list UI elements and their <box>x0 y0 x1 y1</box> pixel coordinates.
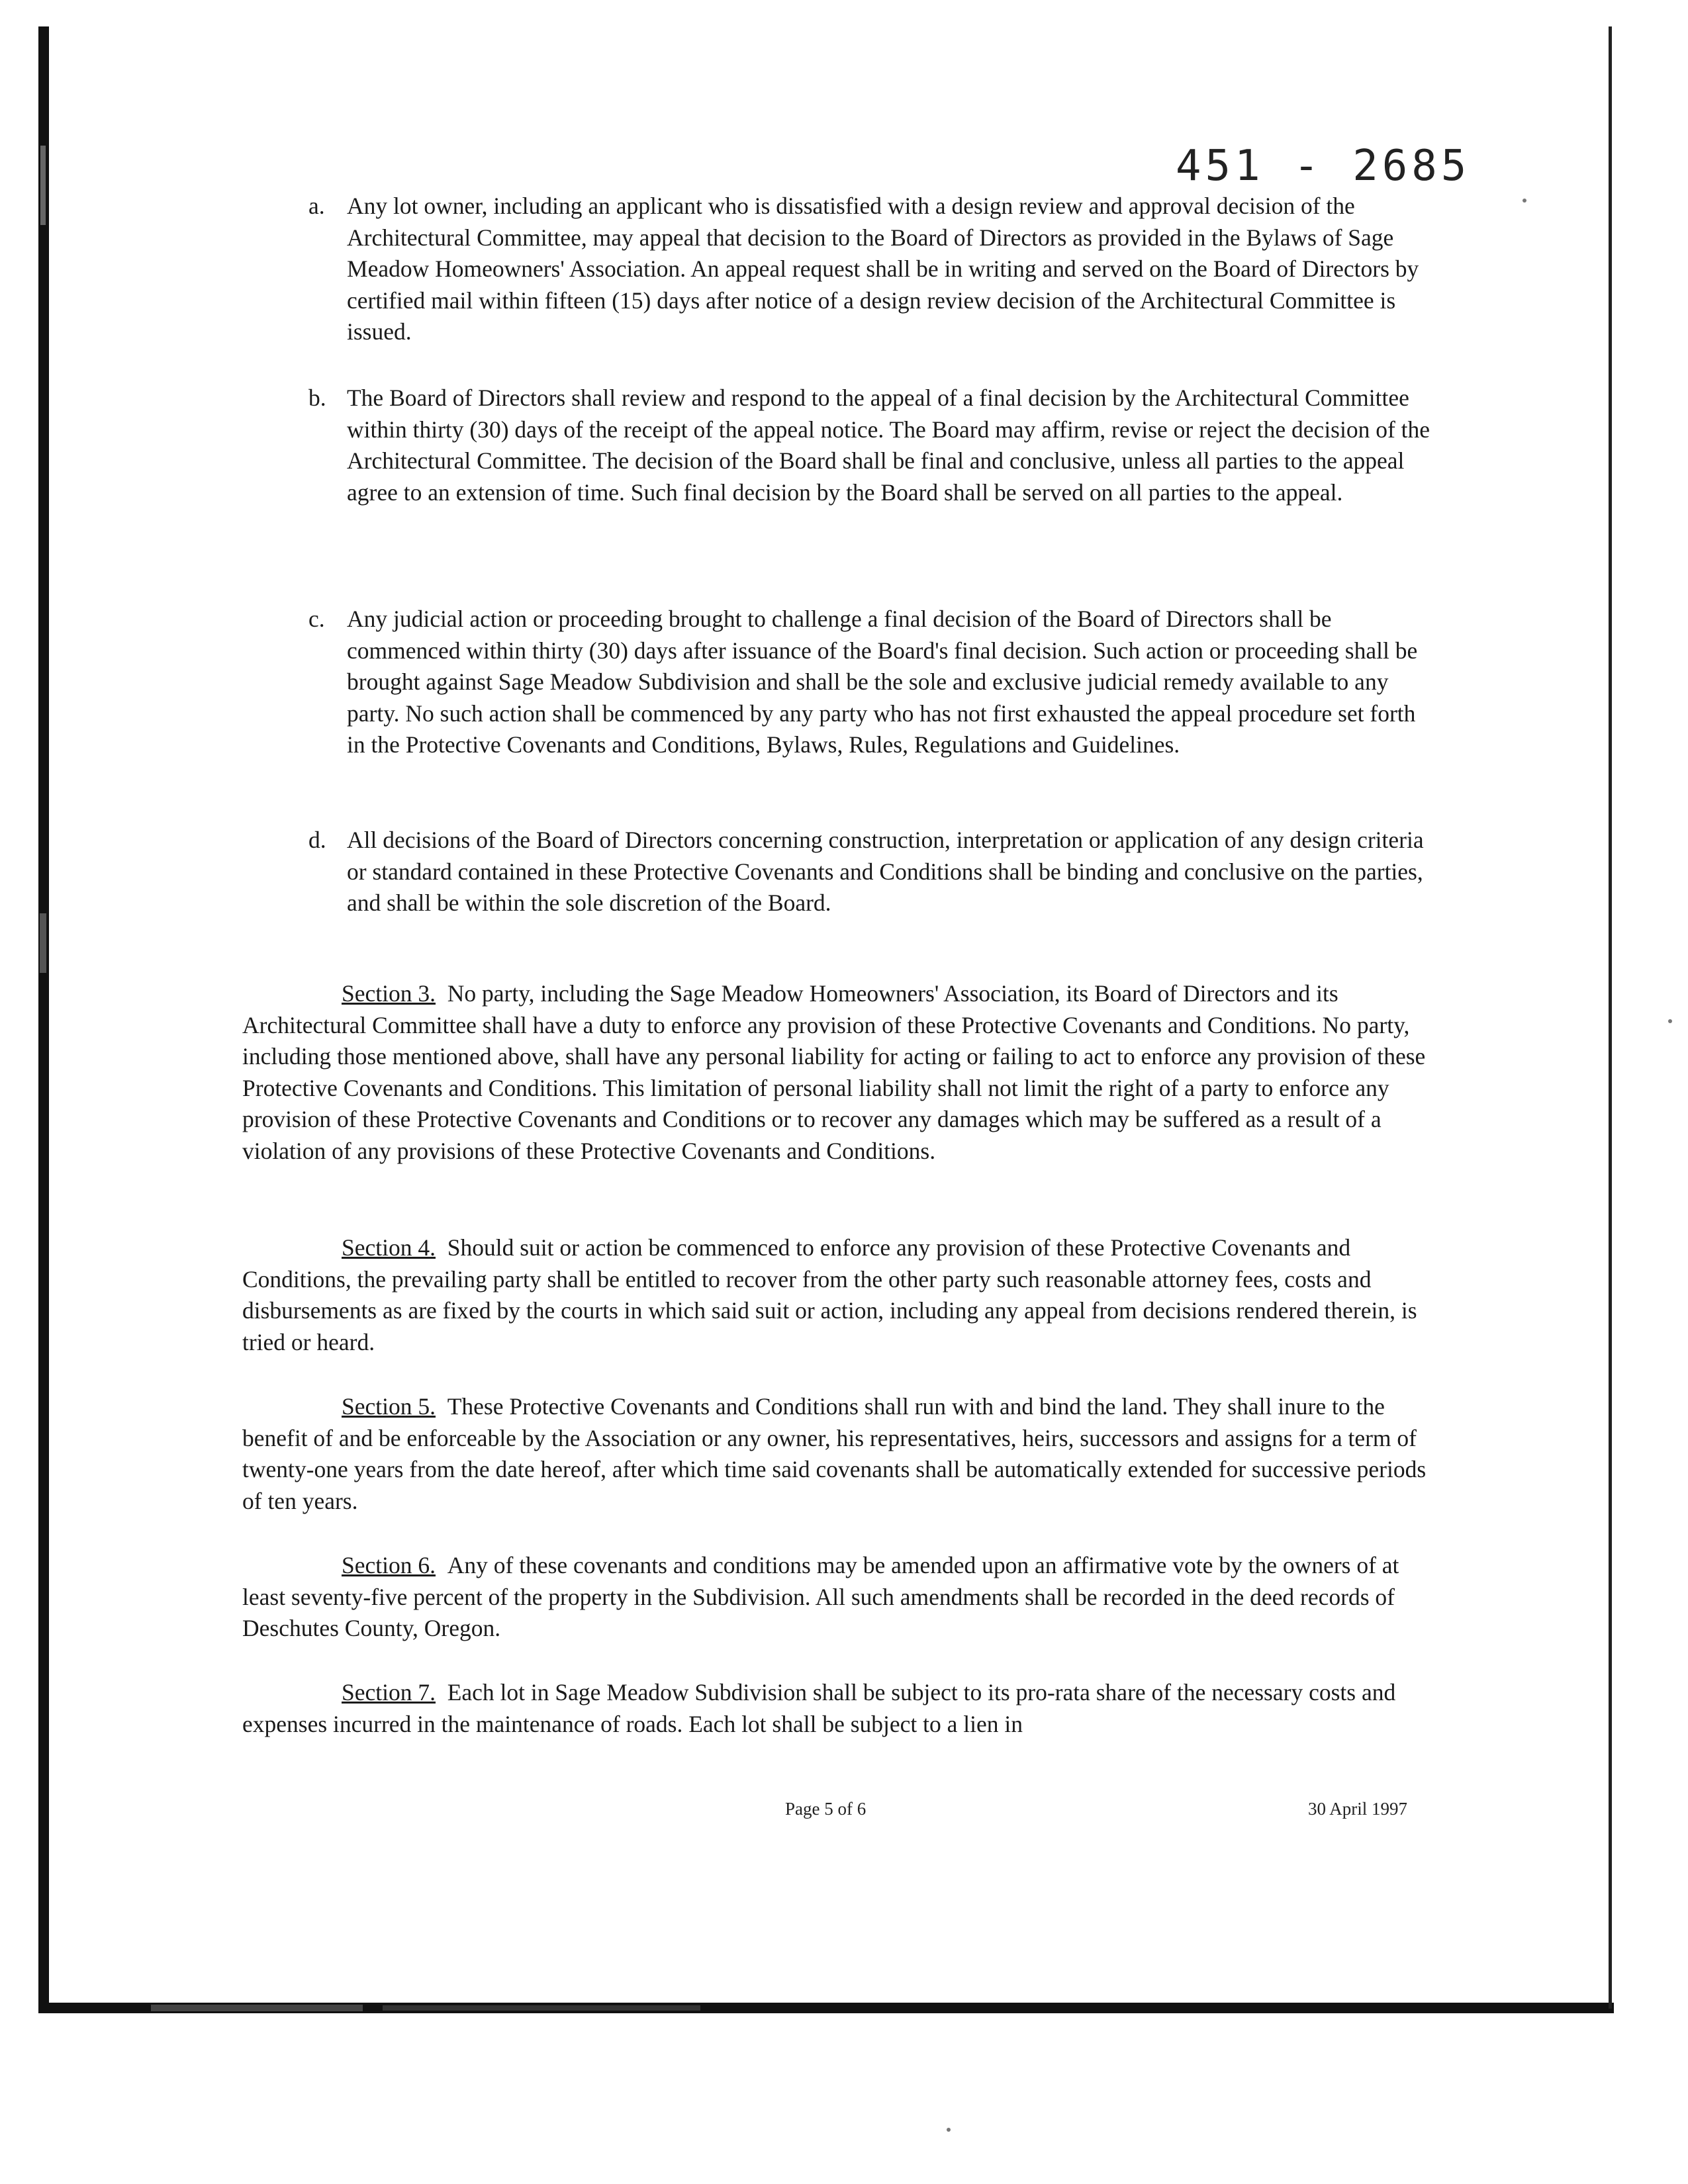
section-label: Section 7. <box>342 1679 436 1706</box>
scan-speck <box>947 2128 951 2132</box>
section-label: Section 5. <box>342 1393 436 1420</box>
list-item-d <box>308 825 1432 919</box>
section-text: Should suit or action be commenced to enforce any provision of these Protective Covenants and Conditions, the prevailing party shall be entitled to recover from the other party such reasonable attorney fees, costs and disbursements as are fixed by the courts in which said suit or action, including any appeal from decisions rendered therein, is tried or heard. <box>242 1234 1417 1355</box>
scan-bottom-edge <box>38 2003 1614 2013</box>
document-date: 30 April 1997 <box>1308 1799 1408 1819</box>
list-item-c <box>308 604 1432 761</box>
scan-speck <box>1668 1019 1672 1023</box>
section-text: No party, including the Sage Meadow Homeowners' Association, its Board of Directors and its Architectural Committee shall have a duty to enforce any provision of these Protective Covenants and Conditions. No party, including those mentioned above, shall have any personal liability for acting or failing to act to enforce any provision of these Protective Covenants and Conditions. This limitation of personal liability shall not limit the right of a party to enforce any provision of these Protective Covenants and Conditions or to recover any damages which may be suffered as a result of a violation of any provisions of these Protective Covenants and Conditions. <box>242 980 1426 1164</box>
list-item-a <box>308 191 1432 348</box>
section-6 <box>242 1550 1434 1645</box>
list-item-text: Any judicial action or proceeding brought to challenge a final decision of the Board of Directors shall be commenced within thirty (30) days after issuance of the Board's final decision. Such action or proceeding shall be brought against Sage Meadow Subdivision and shall be the sole and exclusive judicial remedy available to any party. No such action shall be commenced by any party who has not first exhausted the appeal procedure set forth in the Protective Covenants and Conditions, Bylaws, Rules, Regulations and Guidelines. <box>347 606 1418 758</box>
section-4 <box>242 1232 1434 1358</box>
list-item-text: All decisions of the Board of Directors concerning construction, interpretation or application of any design criteria or standard contained in these Protective Covenants and Conditions shall be binding and conclusive on the parties, and shall be within the sole discretion of the Board. <box>347 827 1424 916</box>
scan-left-edge <box>38 26 49 2005</box>
scan-right-edge <box>1609 26 1612 2009</box>
section-text: Any of these covenants and conditions may be amended upon an affirmative vote by the owners of at least seventy-five percent of the property in the Subdivision. All such amendments shall be recorded in the deed records of Deschutes County, Oregon. <box>242 1552 1399 1641</box>
list-item-text: Any lot owner, including an applicant who is dissatisfied with a design review and approval decision of the Architectural Committee, may appeal that decision to the Board of Directors as provided in the Bylaws of Sage Meadow Homeowners' Association. An appeal request shall be in writing and served on the Board of Directors by certified mail within fifteen (15) days after notice of a design review decision of the Architectural Committee is issued. <box>347 193 1419 345</box>
section-7 <box>242 1677 1434 1740</box>
section-3 <box>242 978 1434 1167</box>
section-text: These Protective Covenants and Conditions shall run with and bind the land. They shall inure to the benefit of and be enforceable by the Association or any owner, his representatives, heirs, successors and assigns for a term of twenty-one years from the date hereof, after which time said covenants shall be automatically extended for successive periods of ten years. <box>242 1393 1427 1514</box>
page-number: Page 5 of 6 <box>785 1799 867 1819</box>
list-item-b <box>308 383 1432 508</box>
list-item-label: b. <box>308 385 326 411</box>
section-text: Each lot in Sage Meadow Subdivision shall be subject to its pro-rata share of the necessary costs and expenses incurred in the maintenance of roads. Each lot shall be subject to a lien in <box>242 1679 1396 1737</box>
list-item-text: The Board of Directors shall review and respond to the appeal of a final decision by the Architectural Committee within thirty (30) days of the receipt of the appeal notice. The Board may affirm, revise or reject the decision of the Architectural Committee. The decision of the Board shall be final and conclusive, unless all parties to the appeal agree to an extension of time. Such final decision by the Board shall be served on all parties to the appeal. <box>347 385 1430 506</box>
recording-stamp: 451 - 2685 <box>1176 142 1471 191</box>
list-item-label: d. <box>308 827 326 853</box>
scan-speck <box>1523 199 1526 203</box>
section-5 <box>242 1391 1434 1517</box>
list-item-label: a. <box>308 193 325 219</box>
list-item-label: c. <box>308 606 325 632</box>
section-label: Section 3. <box>342 980 436 1007</box>
section-label: Section 4. <box>342 1234 436 1261</box>
section-label: Section 6. <box>342 1552 436 1578</box>
